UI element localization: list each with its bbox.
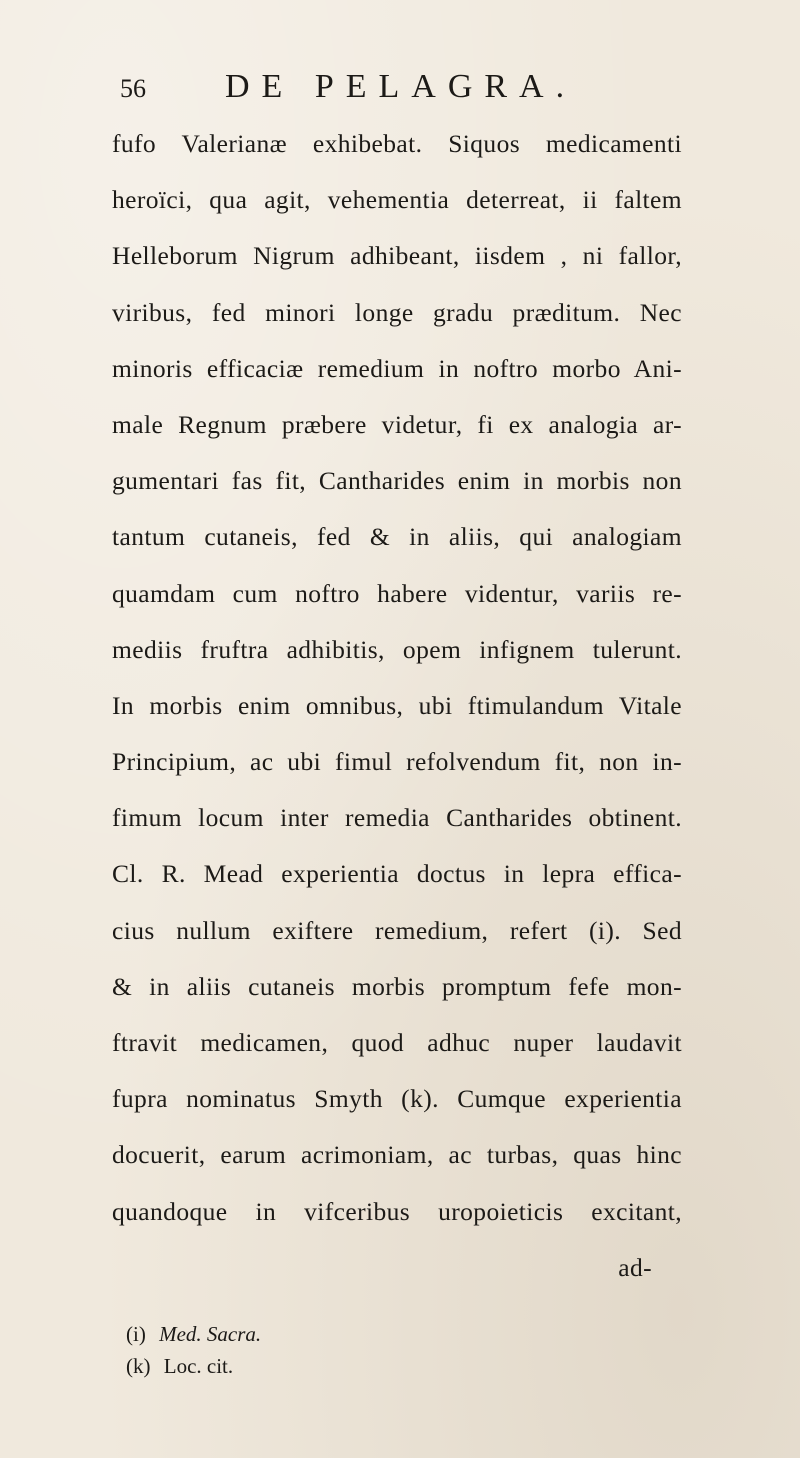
text-line: fupra nominatus Smyth (k). Cumque experientia	[112, 1084, 682, 1114]
body-text	[112, 116, 682, 1296]
footnotes	[126, 1318, 261, 1382]
text-line: viribus, fed minori longe gradu præditum. Nec	[112, 297, 682, 327]
text-line: minoris efficaciæ remedium in noftro morbo Ani-	[112, 353, 682, 383]
text-line: heroïci, qua agit, vehementia deterreat, ii faltem	[112, 185, 682, 215]
footnote-mark: (k)	[126, 1354, 151, 1378]
text-line: ftravit medicamen, quod adhuc nuper laudavit	[112, 1028, 682, 1057]
text-line: fufo Valerianæ exhibebat. Siquos medicamenti	[112, 129, 682, 158]
text-line: tantum cutaneis, fed & in aliis, qui analogiam	[112, 522, 682, 552]
text-line: quamdam cum noftro habere videntur, variis re-	[112, 578, 682, 608]
footnote-text: Loc. cit.	[163, 1354, 234, 1378]
footnote-text: Med. Sacra.	[159, 1322, 262, 1346]
text-line: male Regnum præbere videtur, fi ex analogia ar-	[112, 409, 682, 439]
text-line: Principium, ac ubi fimul refolvendum fit, non in-	[112, 747, 682, 777]
text-line: In morbis enim omnibus, ubi ftimulandum Vitale	[112, 690, 682, 720]
text-line: cius nullum exiftere remedium, refert (i). Sed	[112, 915, 682, 945]
page-header	[120, 68, 680, 116]
page-number: 56	[120, 74, 146, 103]
text-line: docuerit, earum acrimoniam, ac turbas, quas hinc	[112, 1140, 682, 1170]
running-head: DE PELAGRA.	[225, 68, 577, 105]
text-line: Helleborum Nigrum adhibeant, iisdem , ni fallor,	[112, 241, 682, 271]
text-line: fimum locum inter remedia Cantharides obtinent.	[112, 803, 682, 833]
footnote-i	[126, 1318, 261, 1350]
text-line: gumentari fas fit, Cantharides enim in morbis non	[112, 466, 682, 496]
text-line: quandoque in vifceribus uropoieticis excitant,	[112, 1196, 682, 1226]
text-line: & in aliis cutaneis morbis promptum fefe mon-	[112, 971, 682, 1001]
catchword: ad-	[618, 1252, 652, 1282]
footnote-k	[126, 1350, 261, 1382]
text-line: Cl. R. Mead experientia doctus in lepra effica-	[112, 859, 682, 889]
text-line: mediis fruftra adhibitis, opem infignem tulerunt.	[112, 634, 682, 664]
footnote-mark: (i)	[126, 1322, 146, 1346]
